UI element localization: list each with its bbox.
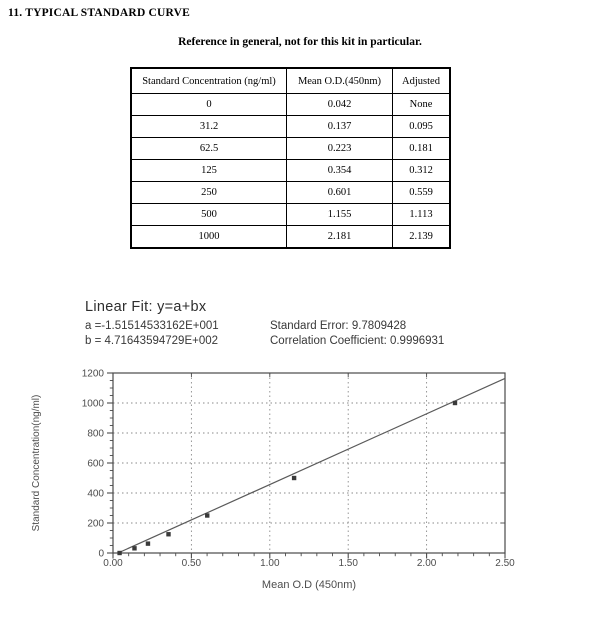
table-cell: 0.354	[287, 160, 393, 182]
x-tick-label: 2.00	[416, 558, 437, 569]
table-cell: 0	[131, 94, 287, 116]
table-cell: 0.601	[287, 182, 393, 204]
standard-curve-chart	[0, 360, 600, 638]
y-tick-label: 200	[87, 518, 104, 530]
x-tick-label: 1.50	[338, 558, 358, 569]
table-cell: 125	[131, 160, 287, 182]
y-tick-label: 600	[87, 458, 104, 470]
x-axis-title: Mean O.D (450nm)	[261, 579, 357, 591]
x-tick-label: 2.50	[495, 558, 515, 569]
standard-curve-table	[130, 67, 451, 249]
data-point	[132, 546, 136, 550]
table-row	[131, 116, 450, 138]
table-header	[131, 68, 450, 94]
fit-b-value: b = 4.71643594729E+002	[85, 335, 219, 347]
table-cell: 0.223	[287, 138, 393, 160]
x-tick-label: 0.50	[181, 558, 202, 569]
table-cell: 2.139	[393, 226, 451, 249]
x-tick-label: 0.00	[103, 558, 123, 569]
table-body	[131, 94, 450, 249]
table-cell: 2.181	[287, 226, 393, 249]
data-point	[117, 551, 121, 555]
subtitle: Reference in general, not for this kit in particular.	[178, 36, 422, 48]
fit-line	[118, 378, 505, 553]
table-row	[131, 94, 450, 116]
table-header-cell-od: Mean O.D.(450nm)	[287, 68, 393, 94]
linear-fit-block	[85, 299, 444, 349]
y-tick-label: 800	[87, 428, 104, 440]
table-cell: 0.559	[393, 182, 451, 204]
table-cell: 250	[131, 182, 287, 204]
y-tick-label: 1000	[81, 398, 104, 410]
table-cell: 0.095	[393, 116, 451, 138]
fit-standard-error: Standard Error: 9.7809428	[270, 320, 407, 332]
table-cell: 0.312	[393, 160, 451, 182]
table-cell: 0.181	[393, 138, 451, 160]
section-title: 11. TYPICAL STANDARD CURVE	[8, 7, 191, 19]
fit-equation-title: Linear Fit: y=a+bx	[85, 299, 207, 315]
table-row	[131, 204, 450, 226]
table-cell: None	[393, 94, 451, 116]
x-tick-label: 1.00	[260, 558, 280, 569]
table-header-cell-concentration: Standard Concentration (ng/ml)	[131, 68, 287, 94]
data-point	[205, 513, 209, 517]
table-cell: 1000	[131, 226, 287, 249]
table-header-cell-adjusted: Adjusted	[393, 68, 451, 94]
data-point	[166, 532, 170, 536]
table-cell: 0.137	[287, 116, 393, 138]
y-tick-label: 400	[87, 488, 104, 500]
y-axis-title: Standard Concentration(ng/ml)	[31, 394, 42, 532]
table-cell: 1.113	[393, 204, 451, 226]
table-row	[131, 160, 450, 182]
table-row	[131, 226, 450, 249]
data-point	[292, 476, 296, 480]
table-cell: 0.042	[287, 94, 393, 116]
fit-correlation: Correlation Coefficient: 0.9996931	[270, 335, 445, 347]
table-header-row	[131, 68, 450, 94]
table-cell: 31.2	[131, 116, 287, 138]
table-cell: 62.5	[131, 138, 287, 160]
y-tick-label: 0	[98, 548, 104, 560]
fit-a-value: a =-1.51514533162E+001	[85, 320, 219, 332]
table-cell: 1.155	[287, 204, 393, 226]
table-row	[131, 138, 450, 160]
table-cell: 500	[131, 204, 287, 226]
y-tick-label: 1200	[81, 368, 104, 380]
fit-parameters	[85, 319, 444, 349]
data-point	[453, 401, 457, 405]
data-point	[146, 541, 150, 545]
table-row	[131, 182, 450, 204]
